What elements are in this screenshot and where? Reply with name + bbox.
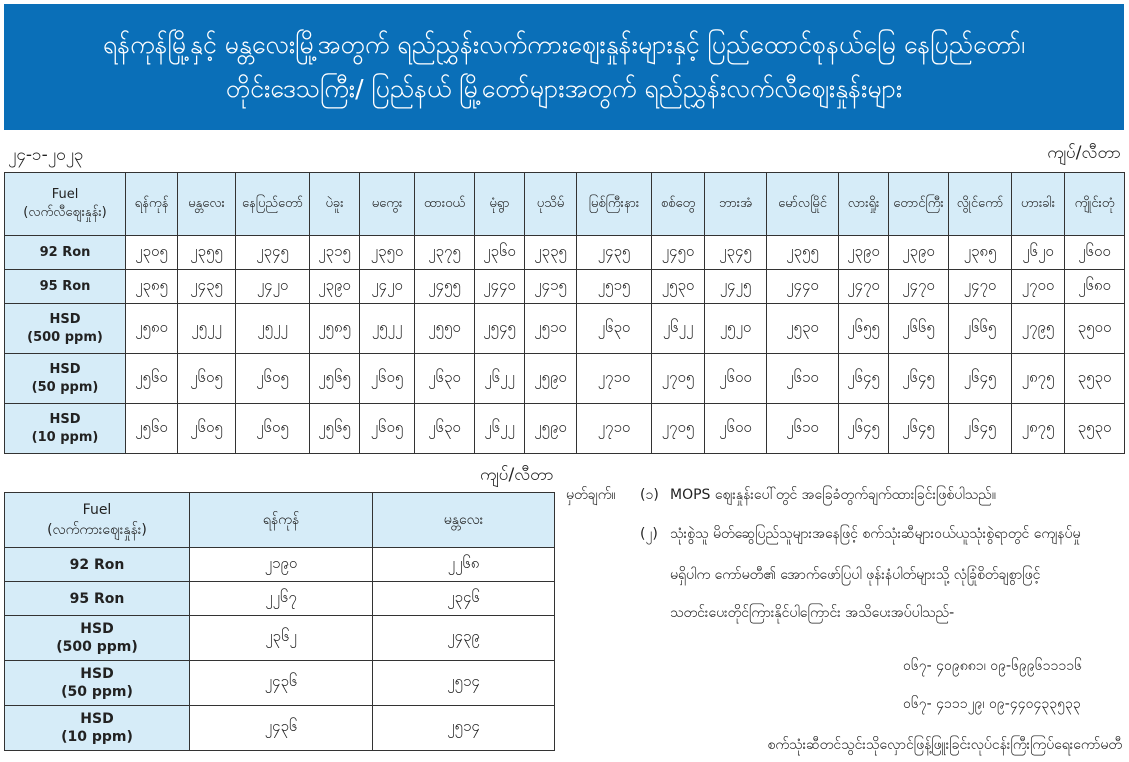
- price-cell: ၂၃၈၅: [126, 270, 178, 304]
- price-cell: ၂၅၂၂: [360, 304, 415, 354]
- price-cell: ၂၆၄၅: [889, 404, 949, 454]
- price-cell: ၂၆၄၅: [889, 354, 949, 404]
- price-cell: ၂၅၂၂: [178, 304, 236, 354]
- price-cell: ၂၆၀၅: [360, 354, 415, 404]
- price-cell: ၂၅၂၂: [236, 304, 310, 354]
- city-header: မန္တလေး: [178, 173, 236, 236]
- price-cell: ၂၅၁၀: [525, 304, 577, 354]
- fuel-type-cell: [5, 661, 190, 706]
- price-cell: ၂၄၃၆: [190, 661, 373, 706]
- fuel-type-cell: [5, 236, 126, 270]
- fuel-type-label: (50 ppm): [31, 379, 99, 395]
- date-label: ၂၄-၁-၂၀၂၃: [8, 145, 84, 165]
- retail-table-body: [5, 236, 1125, 454]
- price-cell: ၂၃၅၀: [360, 236, 415, 270]
- price-cell: ၂၄၁၅: [525, 270, 577, 304]
- city-header: ဘားအံ: [705, 173, 767, 236]
- price-cell: ၂၅၈၅: [310, 304, 360, 354]
- price-cell: ၂၅၈၀: [126, 304, 178, 354]
- price-cell: ၂၄၂၀: [360, 270, 415, 304]
- note-2-number: (၂): [640, 526, 658, 542]
- city-header: နေပြည်တော်: [236, 173, 310, 236]
- price-cell: ၂၇၀၅: [652, 404, 705, 454]
- price-cell: ၂၃၀၅: [126, 236, 178, 270]
- note-1-number: (၁): [640, 487, 659, 503]
- price-cell: ၂၆၃၀: [415, 354, 475, 404]
- city-header: ပဲခူး: [310, 173, 360, 236]
- city-header: ရန်ကုန်: [126, 173, 178, 236]
- price-cell: ၃၅၃၀: [1065, 404, 1125, 454]
- price-cell: ၂၅၉၀: [525, 404, 577, 454]
- price-cell: ၂၃၈၅: [949, 236, 1012, 270]
- fuel-type-label: HSD: [49, 361, 81, 377]
- note-label: မှတ်ချက်။: [566, 487, 616, 503]
- price-cell: ၂၆၂၂: [652, 304, 705, 354]
- fuel-type-cell: [5, 304, 126, 354]
- price-cell: ၂၆၁၀: [767, 354, 839, 404]
- price-cell: ၃၅၃၀: [1065, 354, 1125, 404]
- price-cell: ၂၄၃၉: [373, 616, 555, 661]
- price-cell: ၂၃၇၅: [415, 236, 475, 270]
- price-row: [5, 304, 1125, 354]
- city-header: ထားဝယ်: [415, 173, 475, 236]
- price-cell: ၂၃၁၅: [310, 236, 360, 270]
- note-2-line-1: သုံးစွဲသူ မိတ်ဆွေပြည်သူများအနေဖြင့် စက်သုံးဆီများဝယ်ယူသုံးစွဲရာတွင် ကျေနပ်မှု: [670, 526, 1081, 542]
- price-cell: ၂၅၄၅: [475, 304, 525, 354]
- price-cell: ၂၄၃၆: [190, 706, 373, 751]
- fuel-type-label: 95 Ron: [69, 590, 125, 607]
- fuel-type-cell: [5, 706, 190, 751]
- price-cell: ၂၆၀၀: [705, 354, 767, 404]
- city-header: ကျိုင်းတုံ: [1065, 173, 1125, 236]
- note-2-line-2: မရှိပါက ကော်မတီ၏ အောက်ဖော်ပြပါ ဖုန်းနံပါတ်များသို့ လုံခြုံစိတ်ချစွာဖြင့်: [670, 567, 1041, 583]
- price-cell: ၂၃၅၅: [767, 236, 839, 270]
- city-header: မြစ်ကြီးနား: [577, 173, 652, 236]
- fuel-column-header: [5, 493, 190, 548]
- price-cell: ၂၆၈၀: [1065, 270, 1125, 304]
- price-cell: ၂၅၁၅: [577, 270, 652, 304]
- price-cell: ၂၄၅၅: [415, 270, 475, 304]
- price-row: [5, 616, 555, 661]
- price-cell: ၂၈၇၅: [1012, 354, 1065, 404]
- wholesale-unit-label: ကျပ်/လီတာ: [480, 465, 554, 485]
- price-cell: ၂၆၀၀: [705, 404, 767, 454]
- fuel-header-title: Fuel: [82, 502, 112, 518]
- price-row: [5, 404, 1125, 454]
- phone-numbers-2: ၀၆၇- ၄၁၁၁၂၉၊ ၀၉-၄၄၀၄၃၃၅၃၃: [903, 696, 1081, 712]
- city-header: မကွေး: [360, 173, 415, 236]
- committee-name: စက်သုံးဆီတင်သွင်းသိုလှောင်ဖြန့်ဖြူးခြင်းလုပ်ငန်းကြီးကြပ်ရေးကော်မတီ: [767, 737, 1122, 753]
- fuel-type-label: (500 ppm): [56, 639, 138, 655]
- fuel-type-label: 92 Ron: [69, 556, 125, 573]
- price-cell: ၂၄၂၀: [236, 270, 310, 304]
- price-cell: ၂၅၃၀: [767, 304, 839, 354]
- phone-numbers-1: ၀၆၇- ၄၀၉၈၈၁၊ ၀၉-၆၉၉၆၁၁၁၁၆: [903, 658, 1082, 674]
- price-row: [5, 706, 555, 751]
- fuel-type-label: 95 Ron: [39, 278, 91, 294]
- fuel-type-label: 92 Ron: [39, 244, 91, 260]
- price-cell: ၂၇၀၅: [652, 354, 705, 404]
- fuel-type-cell: [5, 616, 190, 661]
- price-cell: ၂၆၁၀: [767, 404, 839, 454]
- price-cell: ၂၅၁၄: [373, 661, 555, 706]
- price-cell: ၂၅၆၀: [126, 354, 178, 404]
- price-cell: ၂၆၃၀: [415, 404, 475, 454]
- price-cell: ၂၃၆၀: [475, 236, 525, 270]
- price-cell: ၂၆၀၅: [236, 404, 310, 454]
- fuel-type-label: (500 ppm): [27, 329, 103, 345]
- price-cell: ၂၃၉၀: [310, 270, 360, 304]
- price-cell: ၂၃၄၅: [236, 236, 310, 270]
- city-header: ပုသိမ်: [525, 173, 577, 236]
- city-header: မန္တလေး: [373, 493, 555, 548]
- price-cell: ၂၄၇၀: [839, 270, 889, 304]
- price-cell: ၂၅၆၀: [126, 404, 178, 454]
- price-cell: ၂၅၃၀: [652, 270, 705, 304]
- price-cell: ၂၆၄၅: [839, 354, 889, 404]
- fuel-column-header: [5, 173, 126, 236]
- price-cell: ၂၃၅၅: [178, 236, 236, 270]
- fuel-header-subtitle: (လက်ကားဈေးနှုန်း): [47, 522, 147, 538]
- price-cell: ၂၃၉၀: [889, 236, 949, 270]
- price-cell: ၂၄၄၀: [475, 270, 525, 304]
- fuel-type-label: HSD: [80, 711, 114, 727]
- note-1-text: MOPS ဈေးနှုန်းပေါ်တွင် အခြေခံတွက်ချက်ထားခြင်းဖြစ်ပါသည်။: [670, 487, 996, 503]
- price-cell: ၂၇၀၀: [1012, 270, 1065, 304]
- price-cell: ၂၆၆၅: [949, 304, 1012, 354]
- price-cell: ၂၅၅၀: [415, 304, 475, 354]
- fuel-type-cell: [5, 354, 126, 404]
- price-cell: ၂၆၀၅: [360, 404, 415, 454]
- fuel-type-label: HSD: [49, 311, 81, 327]
- price-row: [5, 354, 1125, 404]
- price-cell: ၂၃၄၆: [373, 582, 555, 616]
- fuel-type-label: (10 ppm): [31, 429, 99, 445]
- price-cell: ၂၃၆၂: [190, 616, 373, 661]
- price-cell: ၃၅၀၀: [1065, 304, 1125, 354]
- page-header: [4, 4, 1124, 130]
- fuel-type-label: HSD: [49, 411, 81, 427]
- city-header: လားရှိုး: [839, 173, 889, 236]
- price-cell: ၂၇၉၅: [1012, 304, 1065, 354]
- fuel-header-title: Fuel: [51, 187, 79, 202]
- price-cell: ၂၆၂၀: [1012, 236, 1065, 270]
- retail-header-row: [5, 173, 1125, 236]
- price-cell: ၂၅၂၀: [705, 304, 767, 354]
- price-cell: ၂၆၀၅: [178, 404, 236, 454]
- retail-unit-label: ကျပ်/လီတာ: [1047, 143, 1121, 163]
- fuel-type-label: (10 ppm): [61, 729, 133, 745]
- city-header: စစ်တွေ: [652, 173, 705, 236]
- price-cell: ၂၆၀၅: [236, 354, 310, 404]
- fuel-type-cell: [5, 548, 190, 582]
- fuel-type-cell: [5, 582, 190, 616]
- price-cell: ၂၄၇၀: [949, 270, 1012, 304]
- price-cell: ၂၄၃၅: [577, 236, 652, 270]
- price-cell: ၂၆၃၀: [577, 304, 652, 354]
- fuel-type-label: HSD: [80, 621, 114, 637]
- price-cell: ၂၅၉၀: [525, 354, 577, 404]
- price-cell: ၂၁၉၀: [190, 548, 373, 582]
- price-cell: ၂၆၀၀: [1065, 236, 1125, 270]
- price-cell: ၂၆၄၅: [949, 404, 1012, 454]
- price-cell: ၂၄၇၀: [889, 270, 949, 304]
- header-title-line-1: ရန်ကုန်မြို့နှင့် မန္တလေးမြို့အတွက် ရည်ညွှန်းလက်ကားဈေးနှုန်းများနှင့် ပြည်ထောင်စုနယ်မြေ နေပြည်တော်၊: [102, 30, 1026, 59]
- wholesale-price-table: [4, 492, 555, 751]
- price-cell: ၂၄၄၀: [767, 270, 839, 304]
- fuel-type-cell: [5, 404, 126, 454]
- price-cell: ၂၅၆၅: [310, 354, 360, 404]
- city-header: ဟားခါး: [1012, 173, 1065, 236]
- fuel-type-label: HSD: [80, 666, 114, 682]
- price-cell: ၂၂၆၈: [373, 548, 555, 582]
- retail-price-table: [4, 172, 1125, 454]
- price-cell: ၂၇၁၀: [577, 404, 652, 454]
- price-row: [5, 582, 555, 616]
- fuel-header-subtitle: (လက်လီဈေးနှုန်း): [23, 205, 107, 220]
- price-cell: ၂၂၆၇: [190, 582, 373, 616]
- price-cell: ၂၈၇၅: [1012, 404, 1065, 454]
- price-cell: ၂၅၁၄: [373, 706, 555, 751]
- price-cell: ၂၆၄၅: [949, 354, 1012, 404]
- city-header: လွိုင်ကော်: [949, 173, 1012, 236]
- price-cell: ၂၄၂၅: [705, 270, 767, 304]
- city-header: မော်လမြိုင်: [767, 173, 839, 236]
- price-cell: ၂၅၆၅: [310, 404, 360, 454]
- city-header: တောင်ကြီး: [889, 173, 949, 236]
- price-cell: ၂၄၅၀: [652, 236, 705, 270]
- wholesale-header-row: [5, 493, 555, 548]
- wholesale-table-body: [5, 548, 555, 751]
- price-cell: ၂၆၆၅: [889, 304, 949, 354]
- price-row: [5, 548, 555, 582]
- price-cell: ၂၆၅၅: [839, 304, 889, 354]
- header-title-line-2: တိုင်းဒေသကြီး/ ပြည်နယ် မြို့တော်များအတွက် ရည်ညွှန်းလက်လီဈေးနှုန်းများ: [225, 74, 903, 103]
- price-cell: ၂၆၄၅: [839, 404, 889, 454]
- price-cell: ၂၇၁၀: [577, 354, 652, 404]
- price-cell: ၂၃၉၀: [839, 236, 889, 270]
- price-row: [5, 270, 1125, 304]
- fuel-type-label: (50 ppm): [61, 684, 133, 700]
- price-cell: ၂၆၂၂: [475, 354, 525, 404]
- price-cell: ၂၃၃၅: [525, 236, 577, 270]
- price-cell: ၂၆၂၂: [475, 404, 525, 454]
- fuel-type-cell: [5, 270, 126, 304]
- price-cell: ၂၆၀၅: [178, 354, 236, 404]
- price-row: [5, 236, 1125, 270]
- note-2-line-3: သတင်းပေးတိုင်ကြားနိုင်ပါကြောင်း အသိပေးအပ်ပါသည်-: [670, 605, 955, 621]
- city-header: မုံရွာ: [475, 173, 525, 236]
- price-row: [5, 661, 555, 706]
- price-cell: ၂၄၃၅: [178, 270, 236, 304]
- city-header: ရန်ကုန်: [190, 493, 373, 548]
- price-cell: ၂၃၄၅: [705, 236, 767, 270]
